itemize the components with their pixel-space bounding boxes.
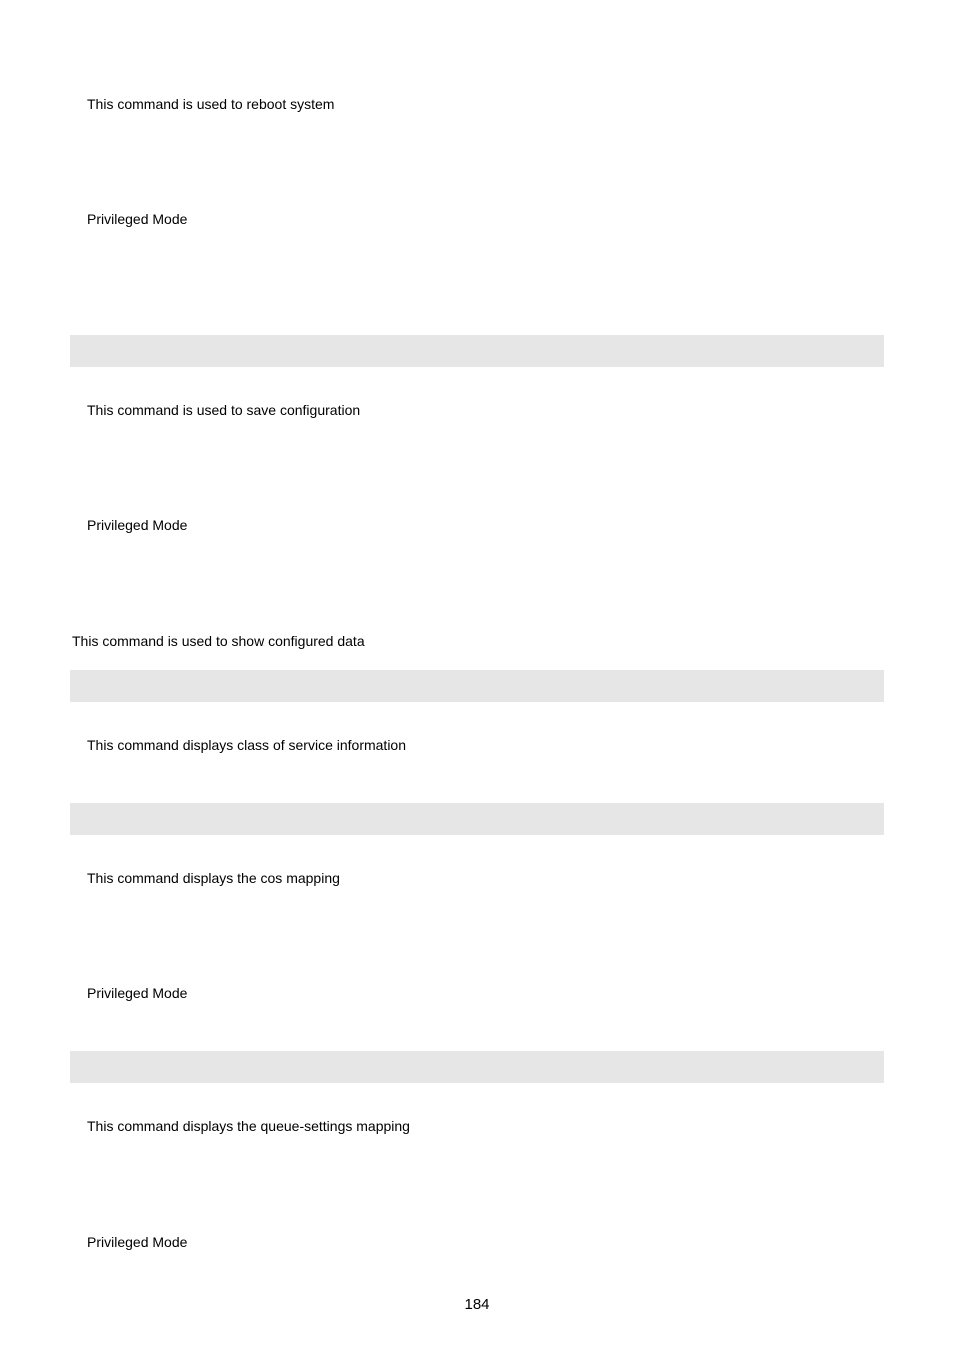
show-cos-header-band (70, 670, 884, 702)
reboot-mode: Privileged Mode (87, 211, 188, 227)
show-queue-settings-header-band (70, 1051, 884, 1083)
show-cos-mapping-description: This command displays the cos mapping (87, 870, 340, 886)
reboot-description: This command is used to reboot system (87, 96, 335, 112)
save-description: This command is used to save configuration (87, 402, 361, 418)
show-cos-mapping-mode: Privileged Mode (87, 985, 188, 1001)
show-queue-settings-description: This command displays the queue-settings mapping (87, 1118, 410, 1134)
show-queue-settings-mode: Privileged Mode (87, 1234, 188, 1250)
show-description: This command is used to show configured data (72, 633, 365, 649)
save-command-header-band (70, 335, 884, 367)
page-number: 184 (464, 1296, 490, 1313)
show-cos-description: This command displays class of service information (87, 737, 407, 753)
save-mode: Privileged Mode (87, 517, 188, 533)
show-cos-mapping-header-band (70, 803, 884, 835)
